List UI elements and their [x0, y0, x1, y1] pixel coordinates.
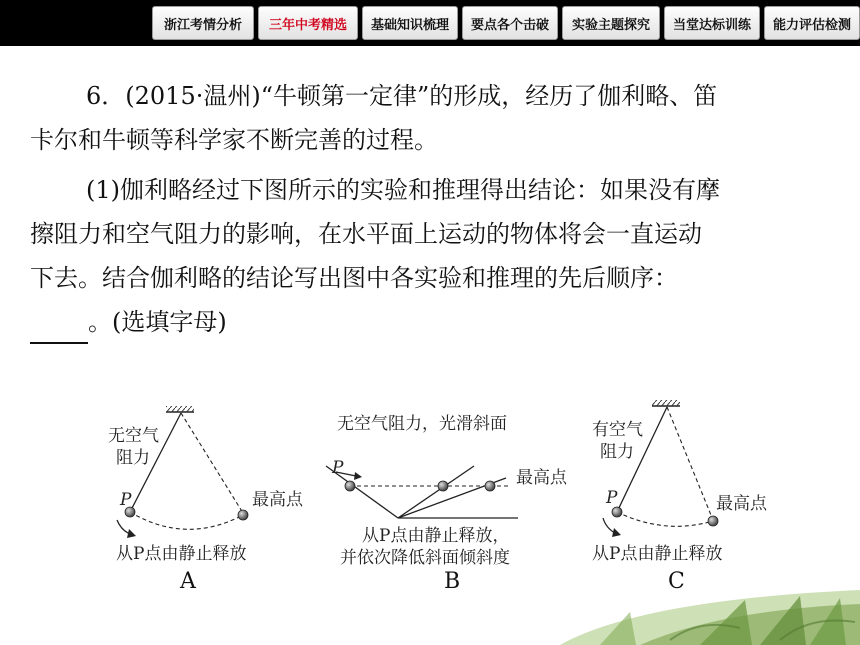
tab-ability-assessment[interactable]: 能力评估检测 [764, 6, 860, 40]
question-line-1: 6．(2015·温州)“牛顿第一定律”的形成，经历了伽利略、笛 [86, 82, 718, 110]
tab-experiment-inquiry[interactable]: 实验主题探究 [562, 6, 660, 40]
tab-basic-knowledge[interactable]: 基础知识梳理 [362, 6, 458, 40]
fig-c-caption: 从P点由静止释放 [592, 544, 723, 564]
fig-b-letter: B [444, 569, 461, 594]
fig-c-label-2: 阻力 [600, 442, 634, 462]
question-line-2: 卡尔和牛顿等科学家不断完善的过程。 [30, 126, 438, 154]
fig-a-label-2: 阻力 [116, 448, 150, 468]
fig-a-caption: 从P点由静止释放 [116, 544, 247, 564]
fig-c-letter: C [668, 569, 685, 594]
fig-a-highest: 最高点 [252, 490, 303, 510]
fig-b-point: P [332, 458, 344, 478]
part1-line-3: 下去。结合伽利略的结论写出图中各实验和推理的先后顺序： [30, 264, 678, 292]
decorative-plant [560, 590, 860, 645]
fig-a-letter: A [180, 569, 196, 594]
fig-a-label-1: 无空气 [108, 426, 159, 446]
fig-b-highest: 最高点 [516, 468, 567, 488]
tab-three-year-selection[interactable]: 三年中考精选 [258, 6, 358, 40]
fig-a-point: P [120, 490, 132, 510]
part1-line-1: (1)伽利略经过下图所示的实验和推理得出结论：如果没有摩 [86, 176, 720, 204]
tab-key-points[interactable]: 要点各个击破 [462, 6, 558, 40]
part1-line-2: 擦阻力和空气阻力的影响，在水平面上运动的物体将会一直运动 [30, 220, 702, 248]
fig-b-caption-2: 并依次降低斜面倾斜度 [340, 548, 510, 568]
fig-b-header: 无空气阻力，光滑斜面 [337, 414, 507, 434]
fig-c-label-1: 有空气 [592, 420, 643, 440]
figure-b-ramps [326, 466, 518, 518]
fig-c-point: P [606, 488, 618, 508]
tab-class-training[interactable]: 当堂达标训练 [664, 6, 760, 40]
part1-tail: 。(选填字母) [88, 308, 227, 336]
tab-zhejiang-analysis[interactable]: 浙江考情分析 [152, 6, 254, 40]
fig-c-highest: 最高点 [716, 494, 767, 514]
fig-b-caption-1: 从P点由静止释放， [362, 526, 510, 546]
